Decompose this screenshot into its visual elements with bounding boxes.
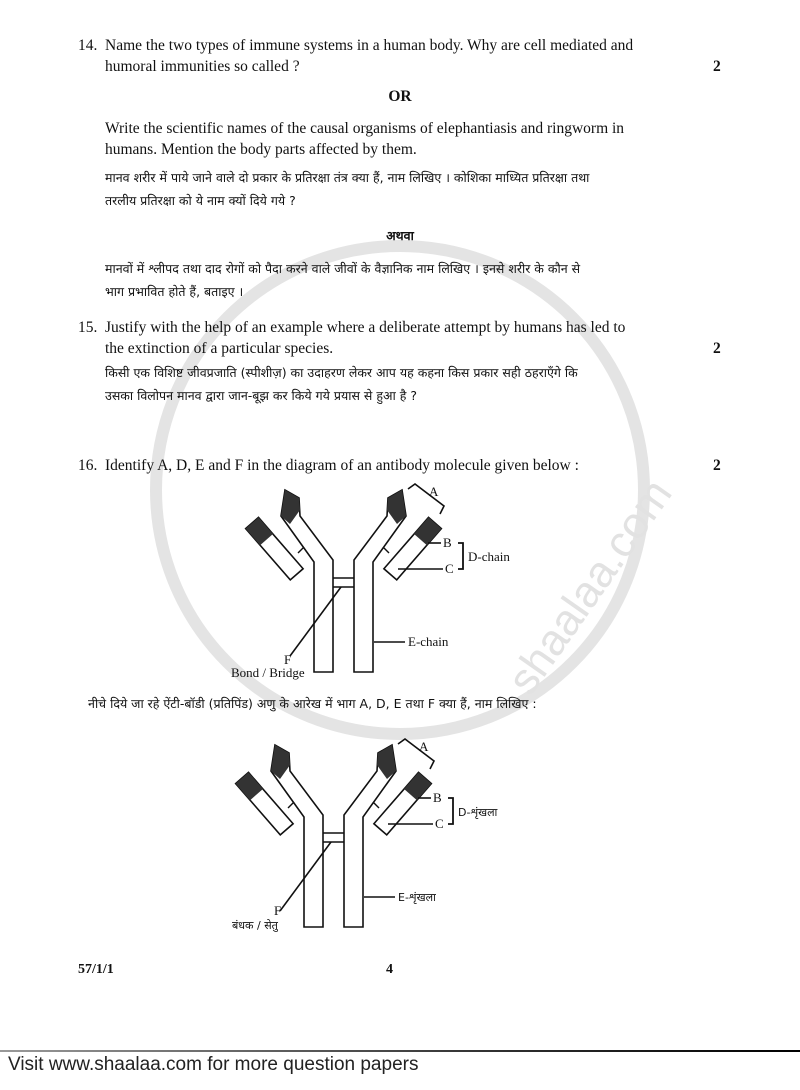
- antibody-diagram-hindi-wrap: [0, 725, 800, 932]
- question-16-text: Identify A, D, E and F in the diagram of an antibody molecule given below :: [105, 457, 579, 474]
- text-line: तरलीय प्रतिरक्षा को ये नाम क्यों दिये गये ?: [105, 193, 296, 208]
- marks: 2: [713, 340, 721, 357]
- question-14-hindi-alt: [105, 257, 715, 303]
- text-line: Write the scientific names of the causal organisms of elephantiasis and ringworm in: [105, 120, 625, 137]
- text-line: humoral immunities so called ?: [105, 58, 300, 75]
- text-line: मानव शरीर में पाये जाने वाले दो प्रकार के प्रतिरक्षा तंत्र क्या हैं, नाम लिखिए । कोशिका माध्यित प्रतिरक्षा तथा: [105, 170, 590, 185]
- question-number: 15.: [78, 319, 98, 336]
- label-a: A: [429, 484, 439, 499]
- question-number: 14.: [78, 37, 98, 54]
- watermark-text: shaalaa.com: [498, 470, 682, 703]
- text-line: भाग प्रभावित होते हैं, बताइए ।: [105, 284, 244, 299]
- question-15-hindi: [105, 361, 715, 407]
- marks: 2: [713, 58, 721, 75]
- text-line: Name the two types of immune systems in a human body. Why are cell mediated and: [105, 37, 634, 54]
- question-14-alt-text: [105, 118, 715, 160]
- label-e-chain: E-chain: [408, 634, 449, 649]
- footer-divider: [0, 1050, 800, 1052]
- text-line: humans. Mention the body parts affected by them.: [105, 141, 417, 158]
- text-line: मानवों में श्लीपद तथा दाद रोगों को पैदा करने वाले जीवों के वैज्ञानिक नाम लिखिए । इनसे शरीर के कौन से: [105, 261, 581, 276]
- label-b: B: [443, 535, 452, 550]
- antibody-diagram-hindi: [190, 725, 550, 932]
- question-15: [78, 317, 721, 359]
- text-line: उसका विलोपन मानव द्वारा जान-बूझ कर किये गये प्रयास से हुआ है ?: [105, 388, 417, 403]
- text-line: the extinction of a particular species.: [105, 340, 334, 357]
- label-b: B: [433, 790, 442, 805]
- antibody-diagram-english: [200, 470, 560, 685]
- label-bond-bridge: बंधक / सेतु: [232, 919, 278, 932]
- footer-promo-link[interactable]: Visit www.shaalaa.com for more question papers: [8, 1054, 419, 1075]
- hindi-or-label: अथवा: [386, 228, 414, 243]
- question-16-hindi: नीचे दिये जा रहे ऐंटी-बॉडी (प्रतिपिंड) अणु के आरेख में भाग A, D, E तथा F क्या हैं, नाम लिखिए :: [88, 696, 537, 711]
- text-line: Justify with the help of an example where a deliberate attempt by humans has led to: [105, 319, 626, 336]
- label-d-chain: D-शृंखला: [458, 806, 498, 819]
- label-f: F: [284, 652, 292, 667]
- label-bond-bridge: Bond / Bridge: [231, 665, 305, 680]
- paper-code: 57/1/1: [78, 962, 114, 977]
- label-a: A: [419, 739, 429, 754]
- label-c: C: [445, 561, 454, 576]
- label-e-chain: E-शृंखला: [398, 891, 436, 904]
- label-d-chain: D-chain: [468, 549, 510, 564]
- label-f: F: [274, 903, 282, 918]
- text-line: किसी एक विशिष्ट जीवप्रजाति (स्पीशीज़) का उदाहरण लेकर आप यह कहना किस प्रकार सही ठहराएँगे कि: [105, 365, 578, 380]
- question-14: [78, 35, 721, 77]
- or-label: OR: [388, 88, 412, 105]
- question-14-hindi: [105, 166, 715, 212]
- marks: 2: [713, 457, 721, 474]
- label-c: C: [435, 816, 444, 831]
- footer-row: [78, 962, 800, 982]
- page-number: 4: [386, 962, 393, 977]
- antibody-diagram-english-wrap: [0, 470, 800, 703]
- question-number: 16.: [78, 457, 98, 474]
